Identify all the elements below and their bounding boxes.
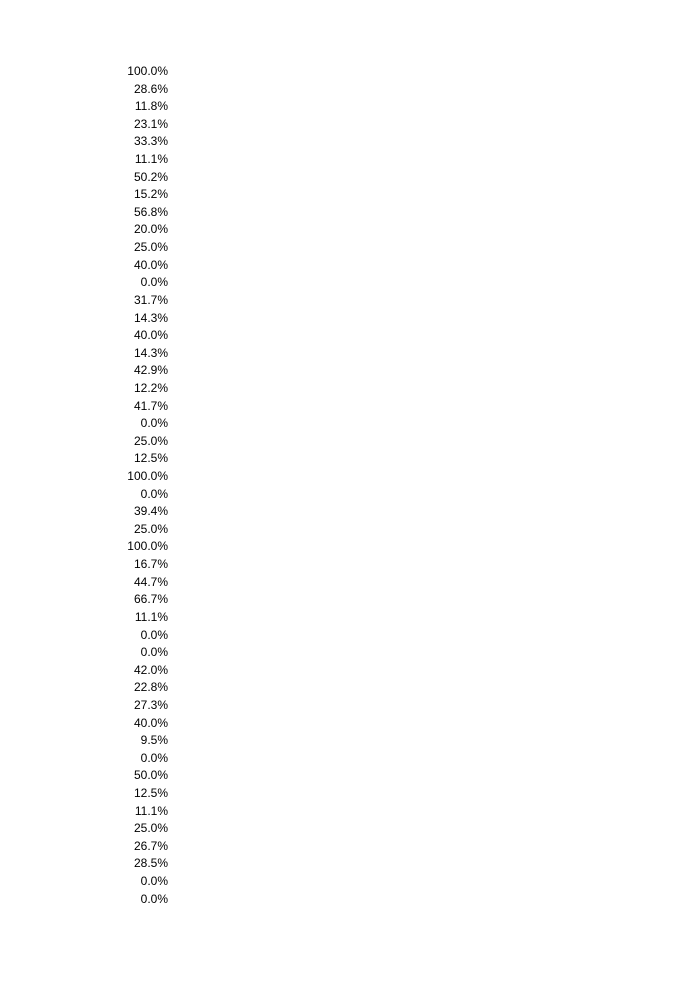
percentage-cell: 39.4%: [133, 504, 168, 519]
percentage-cell: 100.0%: [127, 64, 168, 78]
percentage-cell: 27.3%: [133, 697, 168, 712]
percentage-cell: 0.0%: [140, 891, 168, 906]
percentage-cell: 11.1%: [134, 803, 168, 818]
percentage-cell: 0.0%: [140, 416, 168, 431]
percentage-cell: 40.0%: [133, 715, 168, 730]
percentage-cell: 0.0%: [140, 750, 168, 765]
percentage-cell: 25.0%: [133, 821, 168, 836]
percentage-cell: 0.0%: [140, 486, 168, 501]
percentage-cell: 0.0%: [140, 275, 168, 290]
percentage-cell: 50.2%: [133, 169, 168, 184]
percentage-cell: 11.1%: [134, 152, 168, 167]
percentage-cell: 66.7%: [133, 592, 168, 607]
percentage-cell: 56.8%: [133, 204, 168, 219]
percentage-cell: 40.0%: [133, 328, 168, 343]
percentage-cell: 100.0%: [127, 469, 168, 484]
percentage-cell: 12.5%: [133, 451, 168, 466]
percentage-cell: 0.0%: [140, 645, 168, 660]
percentage-cell: 15.2%: [133, 187, 168, 202]
percentage-cell: 12.5%: [133, 785, 168, 800]
percentage-cell: 25.0%: [133, 240, 168, 255]
percentage-cell: 11.8%: [134, 99, 168, 114]
percentage-cell: 23.1%: [133, 116, 168, 131]
percentage-cell: 20.0%: [133, 222, 168, 237]
percentage-cell: 33.3%: [133, 134, 168, 149]
percentage-cell: 14.3%: [133, 345, 168, 360]
percentage-cell: 25.0%: [133, 521, 168, 536]
percentage-cell: 50.0%: [133, 768, 168, 783]
percentage-cell: 11.1%: [134, 609, 168, 624]
percentage-cell: 0.0%: [140, 874, 168, 889]
percentage-cell: 44.7%: [133, 574, 168, 589]
percentage-cell: 41.7%: [133, 398, 168, 413]
percentage-cell: 16.7%: [133, 557, 168, 572]
percentage-cell: 25.0%: [133, 433, 168, 448]
percentage-cell: 31.7%: [133, 292, 168, 307]
percentage-cell: 14.3%: [133, 310, 168, 325]
percentage-cell: 12.2%: [133, 380, 168, 395]
percentage-cell: 42.0%: [133, 662, 168, 677]
percentage-cell: 22.8%: [133, 680, 168, 695]
percentage-cell: 9.5%: [140, 733, 168, 748]
percentage-cell: 100.0%: [127, 539, 168, 554]
percentage-cell: 0.0%: [140, 627, 168, 642]
percentage-column: [100, 63, 168, 908]
percentage-cell: 28.6%: [133, 81, 168, 96]
percentage-cell: 42.9%: [133, 363, 168, 378]
percentage-cell: 40.0%: [133, 257, 168, 272]
percentage-cell: 26.7%: [133, 838, 168, 853]
percentage-cell: 28.5%: [133, 856, 168, 871]
